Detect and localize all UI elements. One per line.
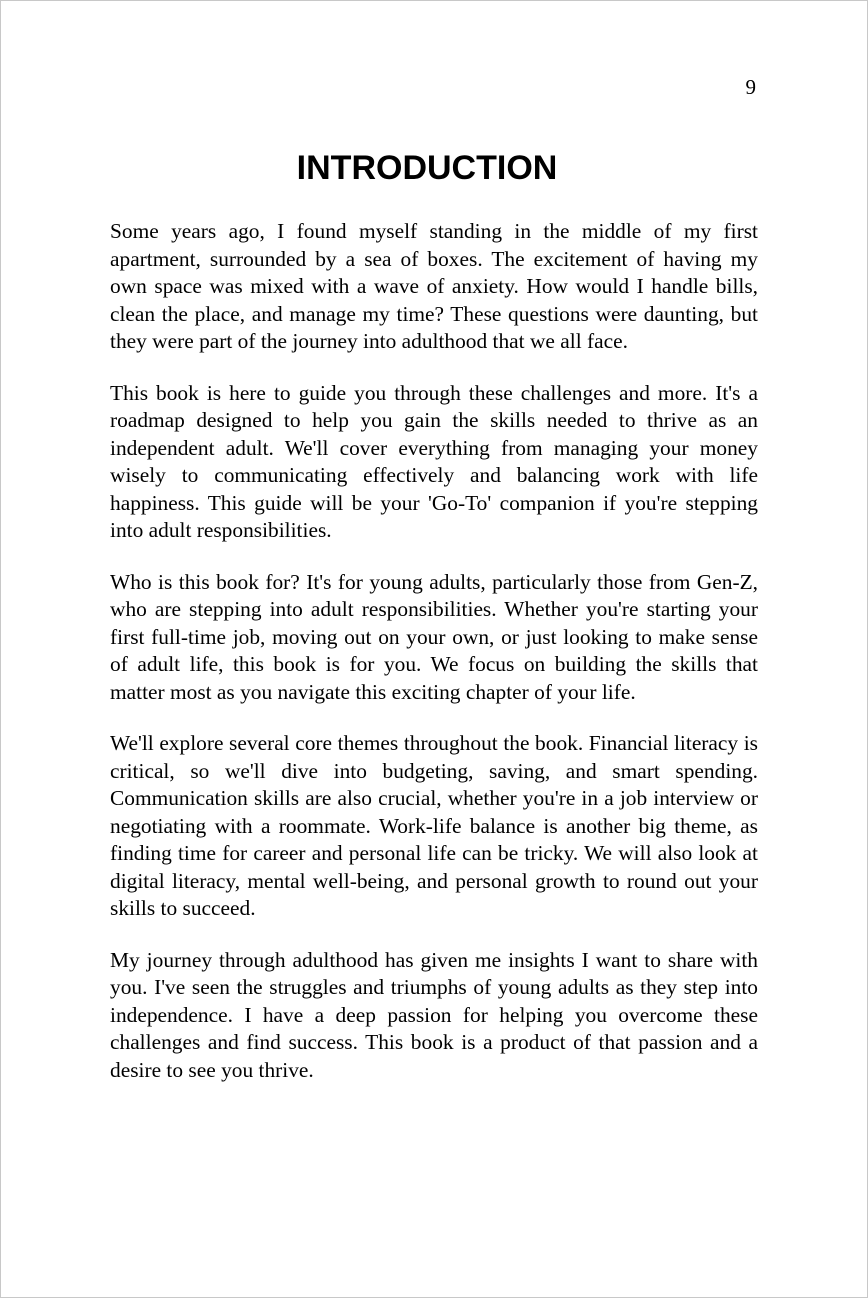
paragraph-3: Who is this book for? It's for young adults, particularly those from Gen-Z, who are stepping into adult responsibilities. Whether you're starting your first full-time job, moving out on your own, or just looking to make sense of adult life, this book is for you. We focus on building the skills that matter most as you navigate this exciting chapter of your life. bbox=[110, 569, 758, 704]
paragraph-4: We'll explore several core themes throughout the book. Financial literacy is critical, so we'll dive into budgeting, saving, and smart spending. Communication skills are also crucial, whether you're in a job interview or negotiating with a roommate. Work-life balance is another big theme, as finding time for career and personal life can be tricky. We will also look at digital literacy, mental well-being, and personal growth to round out your skills to succeed. bbox=[110, 731, 758, 920]
paragraph-1: Some years ago, I found myself standing in the middle of my first apartment, surrounded by a sea of boxes. The excitement of having my own space was mixed with a wave of anxiety. How would I handle bills, clean the place, and manage my time? These questions were daunting, but they were part of the journey into adulthood that we all face. bbox=[110, 219, 758, 353]
page-title: INTRODUCTION bbox=[296, 149, 558, 187]
body-text bbox=[110, 218, 758, 1108]
paragraph-5: My journey through adulthood has given me insights I want to share with you. I've seen the struggles and triumphs of young adults as they step into independence. I have a deep passion for helping you overcome these challenges and find success. This book is a product of that passion and a desire to see you thrive. bbox=[110, 947, 758, 1082]
paragraph-2: This book is here to guide you through these challenges and more. It's a roadmap designed to help you gain the skills needed to thrive as an independent adult. We'll cover everything from managing your money wisely to communicating effectively and balancing work with life happiness. This guide will be your 'Go-To' companion if you're stepping into adult responsibilities. bbox=[110, 380, 758, 542]
page-number: 9 bbox=[745, 75, 756, 99]
